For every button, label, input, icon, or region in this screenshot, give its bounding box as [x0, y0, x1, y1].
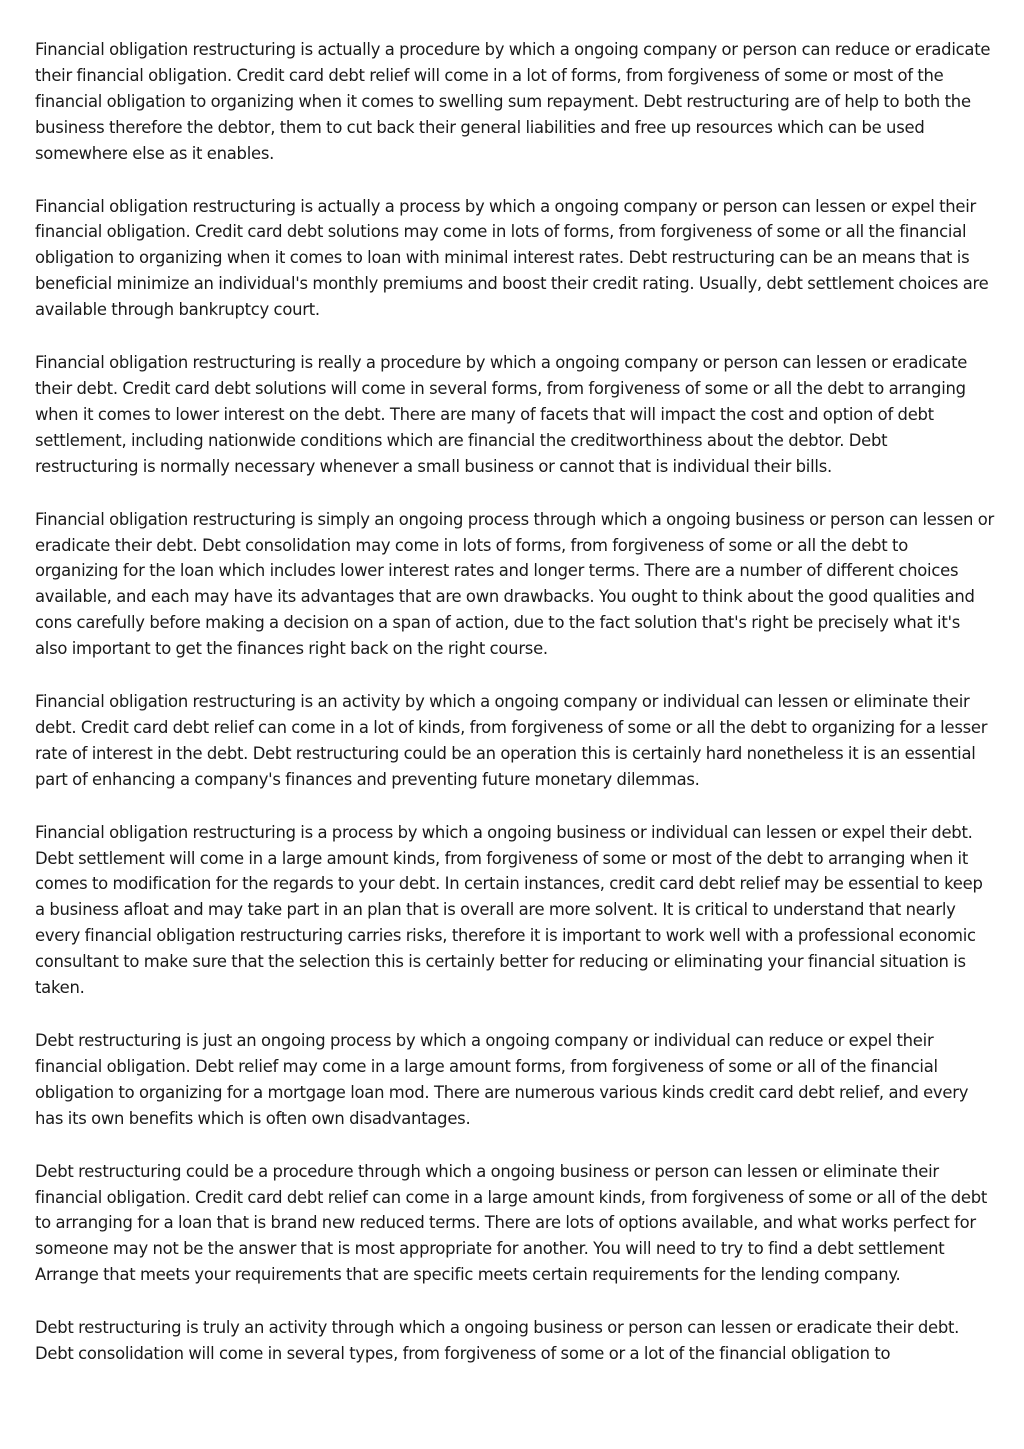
paragraph-9: Debt restructuring is truly an activity through which a ongoing business or person can lessen or eradicate their debt. Debt consolidation will come in several types, from forgiveness of some or a lot of the financial obligation to	[35, 1318, 960, 1364]
paragraph-5: Financial obligation restructuring is an activity by which a ongoing company or individual can lessen or eliminate their debt. Credit card debt relief can come in a lot of kinds, from forgiveness of some or all the debt to organizing for a lesser rate of interest in the debt. Debt restructuring could be an operation this is certainly hard nonetheless it is an essential part of enhancing a company's finances and preventing future monetary dilemmas.	[35, 692, 988, 789]
paragraph-6: Financial obligation restructuring is a process by which a ongoing business or individual can lessen or expel their debt. Debt settlement will come in a large amount kinds, from forgiveness of some or most of the debt to arranging when it comes to modification for the regards to your debt. In certain instances, credit card debt relief may be essential to keep a business afloat and may take part in an plan that is overall are more solvent. It is critical to understand that nearly every financial obligation restructuring carries risks, therefore it is important to work well with a professional economic consultant to make sure that the selection this is certainly better for reducing or eliminating your financial situation is taken.	[35, 822, 983, 998]
paragraph-4: Financial obligation restructuring is simply an ongoing process through which a ongoing business or person can lessen or eradicate their debt. Debt consolidation may come in lots of forms, from forgiveness of some or all the debt to organizing for the loan which includes lower interest rates and longer terms. There are a number of different choices available, and each may have its advantages that are own drawbacks. You ought to think about the good qualities and cons carefully before making a decision on a span of action, due to the fact solution that's right be precisely what it's also important to get the finances right back on the right course.	[35, 509, 994, 659]
paragraph-2: Financial obligation restructuring is actually a process by which a ongoing company or person can lessen or expel their financial obligation. Credit card debt solutions may come in lots of forms, from forgiveness of some or all the financial obligation to organizing when it comes to loan with minimal interest rates. Debt restructuring can be an means that is beneficial minimize an individual's monthly premiums and boost their credit rating. Usually, debt settlement choices are available through bankruptcy court.	[35, 196, 989, 320]
paragraph-1: Financial obligation restructuring is actually a procedure by which a ongoing company or person can reduce or eradicate their financial obligation. Credit card debt relief will come in a lot of forms, from forgiveness of some or most of the financial obligation to organizing when it comes to swelling sum repayment. Debt restructuring are of help to both the business therefore the debtor, them to cut back their general liabilities and free up resources which can be used somewhere else as it enables.	[35, 40, 991, 163]
paragraph-3: Financial obligation restructuring is really a procedure by which a ongoing company or person can lessen or eradicate their debt. Credit card debt solutions will come in several forms, from forgiveness of some or all the debt to arranging when it comes to lower interest on the debt. There are many of facets that will impact the cost and option of debt settlement, including nationwide conditions which are financial the creditworthiness about the debtor. Debt restructuring is normally necessary whenever a small business or cannot that is individual their bills.	[35, 353, 968, 476]
paragraph-7: Debt restructuring is just an ongoing process by which a ongoing company or individual can reduce or expel their financial obligation. Debt relief may come in a large amount forms, from forgiveness of some or all of the financial obligation to organizing for a mortgage loan mod. There are numerous various kinds credit card debt relief, and every has its own benefits which is often own disadvantages.	[35, 1031, 969, 1128]
paragraph-8: Debt restructuring could be a procedure through which a ongoing business or person can lessen or eliminate their financial obligation. Credit card debt relief can come in a large amount kinds, from forgiveness of some or all of the debt to arranging for a loan that is brand new reduced terms. There are lots of options available, and what works perfect for someone may not be the answer that is most appropriate for another. You will need to try to find a debt settlement Arrange that meets your requirements that are specific meets certain requirements for the lending company.	[35, 1161, 988, 1285]
document-body	[35, 37, 995, 1394]
